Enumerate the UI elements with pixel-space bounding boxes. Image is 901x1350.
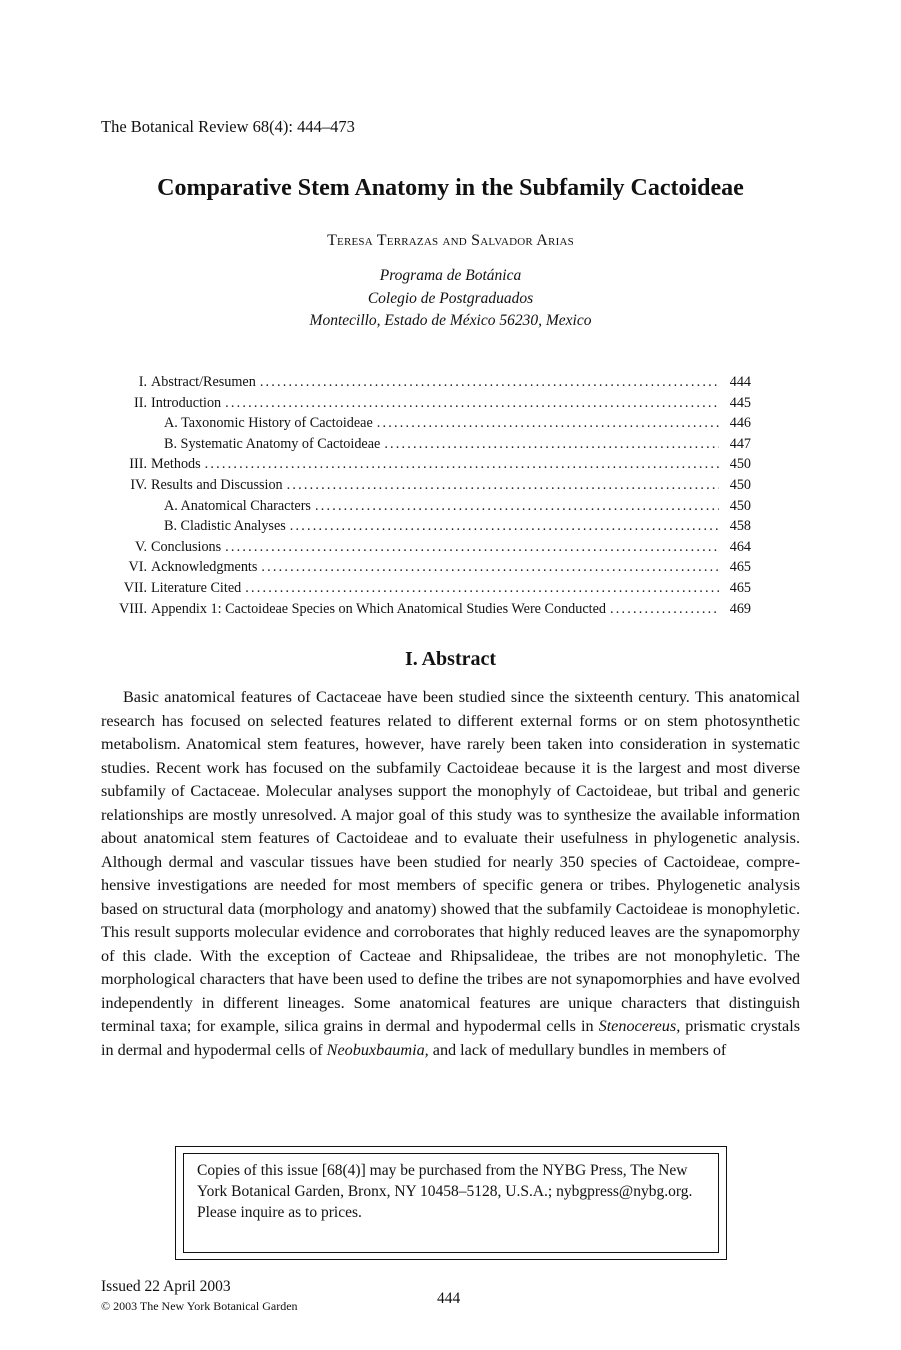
toc-leader [225, 539, 719, 556]
toc-number: VII. [123, 579, 147, 596]
toc-leader [610, 601, 719, 618]
toc-entry [101, 559, 751, 580]
toc-page: 458 [729, 518, 751, 535]
toc-entry [101, 498, 751, 519]
toc-label: Abstract/Resumen [151, 374, 256, 390]
toc-page: 465 [729, 579, 751, 596]
toc-page: 450 [729, 456, 751, 473]
toc-leader [261, 559, 719, 576]
toc-leader [260, 374, 719, 391]
purchase-notice-text: Copies of this issue [68(4)] may be purchased from the NYBG Press, The New York Botanical Garden, Bronx, NY 10458–5128, U.S.A.; nybgpress@nybg.org. Please inquire as to prices. [197, 1162, 693, 1221]
purchase-notice-box [175, 1146, 727, 1260]
toc-entry [101, 477, 751, 498]
toc-label: Results and Discussion [151, 476, 283, 493]
toc-label: Literature Cited [151, 579, 242, 596]
copyright-line: © 2003 The New York Botanical Garden [101, 1299, 298, 1313]
journal-citation: The Botanical Review 68(4): 444–473 [101, 117, 355, 136]
toc-entry [101, 580, 751, 601]
article-title: Comparative Stem Anatomy in the Subfamily Cactoideae [157, 175, 744, 201]
toc-page: 464 [729, 538, 751, 555]
toc-page: 450 [729, 476, 751, 493]
toc-page: 447 [729, 435, 751, 452]
toc-entry [101, 436, 751, 457]
toc-entry [101, 456, 751, 477]
issue-date: Issued 22 April 2003 [101, 1278, 231, 1295]
toc-page: 444 [729, 374, 751, 390]
toc-label: Introduction [151, 394, 222, 411]
toc-page: 469 [729, 600, 751, 617]
affiliation-line: Colegio de Postgraduados [367, 289, 534, 307]
toc-entry [101, 415, 751, 436]
section-heading: I. Abstract [404, 648, 497, 670]
toc-label: Appendix 1: Cactoideae Species on Which Anatomical Studies Were Conducted [151, 600, 606, 617]
author-list: Teresa Terrazas and Salvador Arias [327, 232, 574, 249]
toc-leader [377, 415, 719, 432]
page-number: 444 [437, 1290, 461, 1307]
toc-leader [245, 580, 719, 597]
toc-number: IV. [130, 476, 147, 493]
toc-entry [101, 518, 751, 539]
abstract-paragraph [101, 686, 800, 1062]
toc-label: A. Taxonomic History of Cactoideae [164, 415, 373, 432]
taxon-name: Neobuxbaumia, [326, 1040, 429, 1059]
abstract-text: Basic anatomical features of Cactaceae have been studied since the sixteenth century. This anatomical research has focused on selected features related to different external forms or on stem photosynthetic metabolism. Anatomical stem features, however, have rarely been taken into consideration in systematic studies. Recent work has focused on the subfamily Cactoideae because it is the largest and most diverse subfamily of Cactaceae. Molecular analyses support the monophyly of Cactoideae, but tribal and generic relationships are mostly unresolved. A major goal of this study was to synthesize the available information about anatomical stem features of Cactoideae and to evaluate their usefulness in phylogenetic analysis. Although dermal and vascular tissues have been studied for nearly 350 species of Cactoideae, comprehensive investigations are needed for most members of specific genera or tribes. Phylogenetic analysis based on structural data (morphology and anatomy) showed that the subfamily Cactoideae is monophyletic. This result supports molecular evidence and corroborates that highly reduced leaves are the synapomorphy of this clade. With the exception of Cacteae and Rhipsalideae, the tribes are not monophyletic. The morphological characters that have been used to define the tribes are not synapomorphies and have evolved independently in different lineages. Some anatomical features are unique characters that distinguish terminal taxa; for example, silica grains in dermal and hypodermal cells in [101, 688, 800, 1035]
toc-entry [101, 539, 751, 560]
toc-number: VIII. [119, 600, 147, 617]
toc-number: V. [135, 538, 147, 555]
toc-entry [101, 374, 751, 395]
toc-label: Conclusions [151, 538, 222, 555]
toc-number: II. [134, 394, 147, 411]
taxon-name: Stenocereus, [598, 1017, 681, 1035]
toc-label: Acknowledgments [151, 559, 258, 576]
toc-entry [101, 601, 751, 622]
toc-leader [315, 498, 719, 515]
toc-page: 465 [729, 559, 751, 576]
toc-entry [101, 395, 751, 416]
toc-page: 445 [729, 394, 751, 411]
toc-label: B. Systematic Anatomy of Cactoideae [164, 435, 381, 452]
toc-leader [205, 456, 719, 473]
toc-number: VI. [128, 559, 147, 576]
toc-label: B. Cladistic Analyses [164, 518, 286, 535]
toc-leader [384, 436, 719, 453]
abstract-text: prismatic crystals in dermal and hypodermal cells of [101, 1017, 800, 1059]
toc-leader [287, 477, 719, 494]
toc-label: A. Anatomical Characters [164, 497, 311, 514]
affiliation-line: Montecillo, Estado de México 56230, Mexico [309, 312, 592, 329]
toc-page: 446 [729, 415, 751, 432]
toc-page: 450 [729, 497, 751, 514]
abstract-text: and lack of medullary bundles in members of [428, 1040, 727, 1059]
toc-number: I. [138, 374, 147, 390]
toc-leader [225, 395, 719, 412]
toc-number: III. [129, 456, 147, 473]
table-of-contents [101, 374, 751, 621]
toc-label: Methods [151, 456, 201, 473]
toc-leader [290, 518, 719, 535]
author-affiliation [0, 265, 901, 333]
affiliation-line: Programa de Botánica [379, 267, 522, 284]
